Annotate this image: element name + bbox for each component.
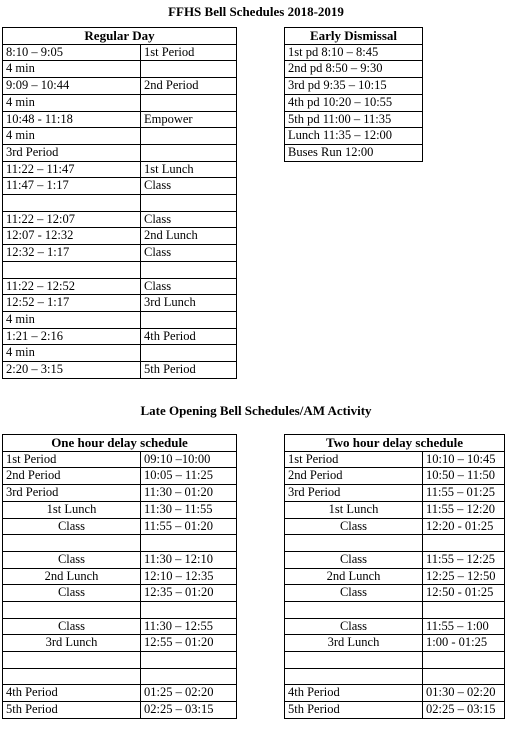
regular-day-table	[2, 27, 237, 379]
table-row	[3, 111, 237, 128]
table-cell-right: 09:10 –10:00	[141, 451, 237, 468]
table-row	[285, 685, 505, 702]
table-row	[285, 451, 505, 468]
table-row	[3, 451, 237, 468]
table-cell-right: 12:50 - 01:25	[423, 585, 505, 602]
table-cell-left: 11:22 – 11:47	[3, 161, 141, 178]
table-cell-left: 11:47 – 1:17	[3, 178, 141, 195]
table-cell-right	[423, 602, 505, 619]
table-row	[285, 652, 505, 669]
table-cell-right: 10:05 – 11:25	[141, 468, 237, 485]
table-cell-right: 10:10 – 10:45	[423, 451, 505, 468]
table-row	[285, 635, 505, 652]
table-cell-right	[141, 61, 237, 78]
table-cell-right	[141, 94, 237, 111]
table-cell-right: 12:55 – 01:20	[141, 635, 237, 652]
table-row	[3, 551, 237, 568]
table-cell-left	[3, 535, 141, 552]
table-cell: 4th pd 10:20 – 10:55	[285, 94, 423, 111]
table-cell-right: 11:30 – 12:55	[141, 618, 237, 635]
table-cell-left	[3, 652, 141, 669]
table-row	[285, 501, 505, 518]
table-cell-right: 02:25 – 03:15	[141, 702, 237, 719]
table-row	[285, 128, 423, 145]
table-cell-right: 01:30 – 02:20	[423, 685, 505, 702]
table-cell-right: 12:35 – 01:20	[141, 585, 237, 602]
table-cell-right: 12:25 – 12:50	[423, 568, 505, 585]
table-row	[285, 618, 505, 635]
table-row	[3, 278, 237, 295]
table-cell-right	[141, 668, 237, 685]
table-cell-right	[423, 668, 505, 685]
table-row	[3, 44, 237, 61]
table-cell-right: 11:55 – 1:00	[423, 618, 505, 635]
table-cell-right	[423, 535, 505, 552]
table-cell-right: 02:25 – 03:15	[423, 702, 505, 719]
table-cell-left: 3rd Period	[3, 144, 141, 161]
table-cell-right: 11:30 – 01:20	[141, 485, 237, 502]
table-row	[3, 178, 237, 195]
table-cell-right: 10:50 – 11:50	[423, 468, 505, 485]
table-cell-right: Class	[141, 245, 237, 262]
table-cell-right: 5th Period	[141, 362, 237, 379]
table-row	[3, 128, 237, 145]
table-cell-left: 4th Period	[285, 685, 423, 702]
table-cell-left: 12:07 - 12:32	[3, 228, 141, 245]
table-cell-left: 1st Period	[285, 451, 423, 468]
table-cell-right: Class	[141, 178, 237, 195]
table-row	[3, 702, 237, 719]
table-cell-left: 1st Lunch	[3, 501, 141, 518]
table-row	[3, 94, 237, 111]
table-row	[3, 78, 237, 95]
table-row	[3, 311, 237, 328]
table-cell-right	[141, 144, 237, 161]
table-row	[285, 111, 423, 128]
table-cell: 2nd pd 8:50 – 9:30	[285, 61, 423, 78]
table-row	[285, 61, 423, 78]
table-row	[285, 78, 423, 95]
table-cell-right	[141, 652, 237, 669]
page-title: FFHS Bell Schedules 2018-2019	[168, 4, 344, 19]
table-row	[3, 345, 237, 362]
two-hour-delay-header: Two hour delay schedule	[285, 435, 505, 452]
table-cell-left: 3rd Lunch	[3, 635, 141, 652]
table-row	[285, 551, 505, 568]
table-cell: 1st pd 8:10 – 8:45	[285, 44, 423, 61]
table-cell-left: 11:22 – 12:07	[3, 211, 141, 228]
table-row	[3, 518, 237, 535]
table-row	[3, 635, 237, 652]
table-cell-right: 11:30 – 12:10	[141, 551, 237, 568]
table-cell-left: Class	[285, 551, 423, 568]
table-row	[3, 295, 237, 312]
table-cell-left: Class	[285, 618, 423, 635]
table-row	[3, 211, 237, 228]
table-row	[285, 485, 505, 502]
table-cell-left: 5th Period	[3, 702, 141, 719]
table-cell-left: 3rd Period	[3, 485, 141, 502]
table-row	[3, 144, 237, 161]
table-cell-right: 12:10 – 12:35	[141, 568, 237, 585]
table-row	[3, 362, 237, 379]
table-cell-left	[285, 668, 423, 685]
table-row	[3, 245, 237, 262]
table-cell-left: Class	[285, 518, 423, 535]
table-cell-right	[141, 345, 237, 362]
table-cell-left: 2nd Period	[285, 468, 423, 485]
table-row	[3, 652, 237, 669]
table-cell-left: 2nd Period	[3, 468, 141, 485]
table-row	[285, 585, 505, 602]
table-cell-right: 11:55 – 12:25	[423, 551, 505, 568]
late-opening-title: Late Opening Bell Schedules/AM Activity	[140, 403, 372, 418]
regular-day-header: Regular Day	[3, 28, 237, 45]
table-row	[3, 668, 237, 685]
table-cell-left: Class	[3, 618, 141, 635]
two-hour-delay-table	[284, 434, 505, 719]
table-cell-right: 1st Period	[141, 44, 237, 61]
table-cell-right: 01:25 – 02:20	[141, 685, 237, 702]
table-row	[285, 535, 505, 552]
table-cell-right	[141, 311, 237, 328]
table-cell-left: 2nd Lunch	[3, 568, 141, 585]
early-dismissal-table	[284, 27, 423, 162]
table-row	[3, 261, 237, 278]
table-cell-left: 10:48 - 11:18	[3, 111, 141, 128]
table-cell-left: Class	[3, 518, 141, 535]
table-cell-right: 3rd Lunch	[141, 295, 237, 312]
table-cell-left: 4 min	[3, 311, 141, 328]
table-row	[3, 685, 237, 702]
table-cell: 5th pd 11:00 – 11:35	[285, 111, 423, 128]
table-cell-right: 12:20 - 01:25	[423, 518, 505, 535]
table-cell-right: Empower	[141, 111, 237, 128]
table-cell-right	[141, 602, 237, 619]
table-cell-right: Class	[141, 278, 237, 295]
table-row	[3, 585, 237, 602]
table-cell-right	[141, 535, 237, 552]
table-cell-left: 1:21 – 2:16	[3, 328, 141, 345]
table-cell-right	[423, 652, 505, 669]
table-row	[285, 44, 423, 61]
table-cell-left: 12:32 – 1:17	[3, 245, 141, 262]
table-cell-left: 3rd Period	[285, 485, 423, 502]
one-hour-delay-header: One hour delay schedule	[3, 435, 237, 452]
table-cell-right: 11:30 – 11:55	[141, 501, 237, 518]
table-cell-right: Class	[141, 211, 237, 228]
table-cell-left	[3, 261, 141, 278]
table-row	[3, 161, 237, 178]
table-cell-left	[285, 652, 423, 669]
one-hour-delay-table	[2, 434, 237, 719]
table-cell-left	[3, 668, 141, 685]
table-cell-left: 2:20 – 3:15	[3, 362, 141, 379]
table-cell-right	[141, 195, 237, 212]
table-cell-left: Class	[3, 551, 141, 568]
table-cell-left: 1st Period	[3, 451, 141, 468]
table-row	[285, 668, 505, 685]
table-row	[3, 535, 237, 552]
table-row	[3, 501, 237, 518]
table-cell-left	[285, 535, 423, 552]
table-cell-right: 11:55 – 01:20	[141, 518, 237, 535]
table-cell-left: 1st Lunch	[285, 501, 423, 518]
early-dismissal-header: Early Dismissal	[285, 28, 423, 45]
table-cell-right: 1:00 - 01:25	[423, 635, 505, 652]
table-row	[3, 602, 237, 619]
table-cell: 3rd pd 9:35 – 10:15	[285, 78, 423, 95]
table-row	[285, 568, 505, 585]
table-cell: Lunch 11:35 – 12:00	[285, 128, 423, 145]
table-cell-left: 11:22 – 12:52	[3, 278, 141, 295]
table-row	[285, 94, 423, 111]
table-cell-left: 4 min	[3, 128, 141, 145]
table-row	[285, 702, 505, 719]
table-cell-left: Class	[285, 585, 423, 602]
table-row	[3, 485, 237, 502]
table-cell-left: 4 min	[3, 345, 141, 362]
table-cell-right	[141, 128, 237, 145]
table-cell-left: Class	[3, 585, 141, 602]
table-row	[285, 518, 505, 535]
table-cell: Buses Run 12:00	[285, 144, 423, 161]
table-cell-right: 1st Lunch	[141, 161, 237, 178]
table-cell-left: 4 min	[3, 94, 141, 111]
table-cell-right: 4th Period	[141, 328, 237, 345]
table-cell-left: 3rd Lunch	[285, 635, 423, 652]
table-cell-left: 5th Period	[285, 702, 423, 719]
table-cell-left: 4th Period	[3, 685, 141, 702]
table-cell-left: 4 min	[3, 61, 141, 78]
table-row	[285, 602, 505, 619]
table-cell-left: 12:52 – 1:17	[3, 295, 141, 312]
table-row	[285, 468, 505, 485]
table-cell-right: 2nd Period	[141, 78, 237, 95]
table-cell-left	[285, 602, 423, 619]
table-cell-right	[141, 261, 237, 278]
table-row	[3, 618, 237, 635]
table-row	[3, 468, 237, 485]
table-row	[3, 568, 237, 585]
table-cell-left	[3, 602, 141, 619]
table-cell-right: 11:55 – 12:20	[423, 501, 505, 518]
table-cell-right: 2nd Lunch	[141, 228, 237, 245]
table-cell-left: 8:10 – 9:05	[3, 44, 141, 61]
table-row	[3, 228, 237, 245]
table-cell-left	[3, 195, 141, 212]
table-row	[285, 144, 423, 161]
table-cell-right: 11:55 – 01:25	[423, 485, 505, 502]
table-row	[3, 328, 237, 345]
table-row	[3, 61, 237, 78]
table-cell-left: 9:09 – 10:44	[3, 78, 141, 95]
table-cell-left: 2nd Lunch	[285, 568, 423, 585]
table-row	[3, 195, 237, 212]
